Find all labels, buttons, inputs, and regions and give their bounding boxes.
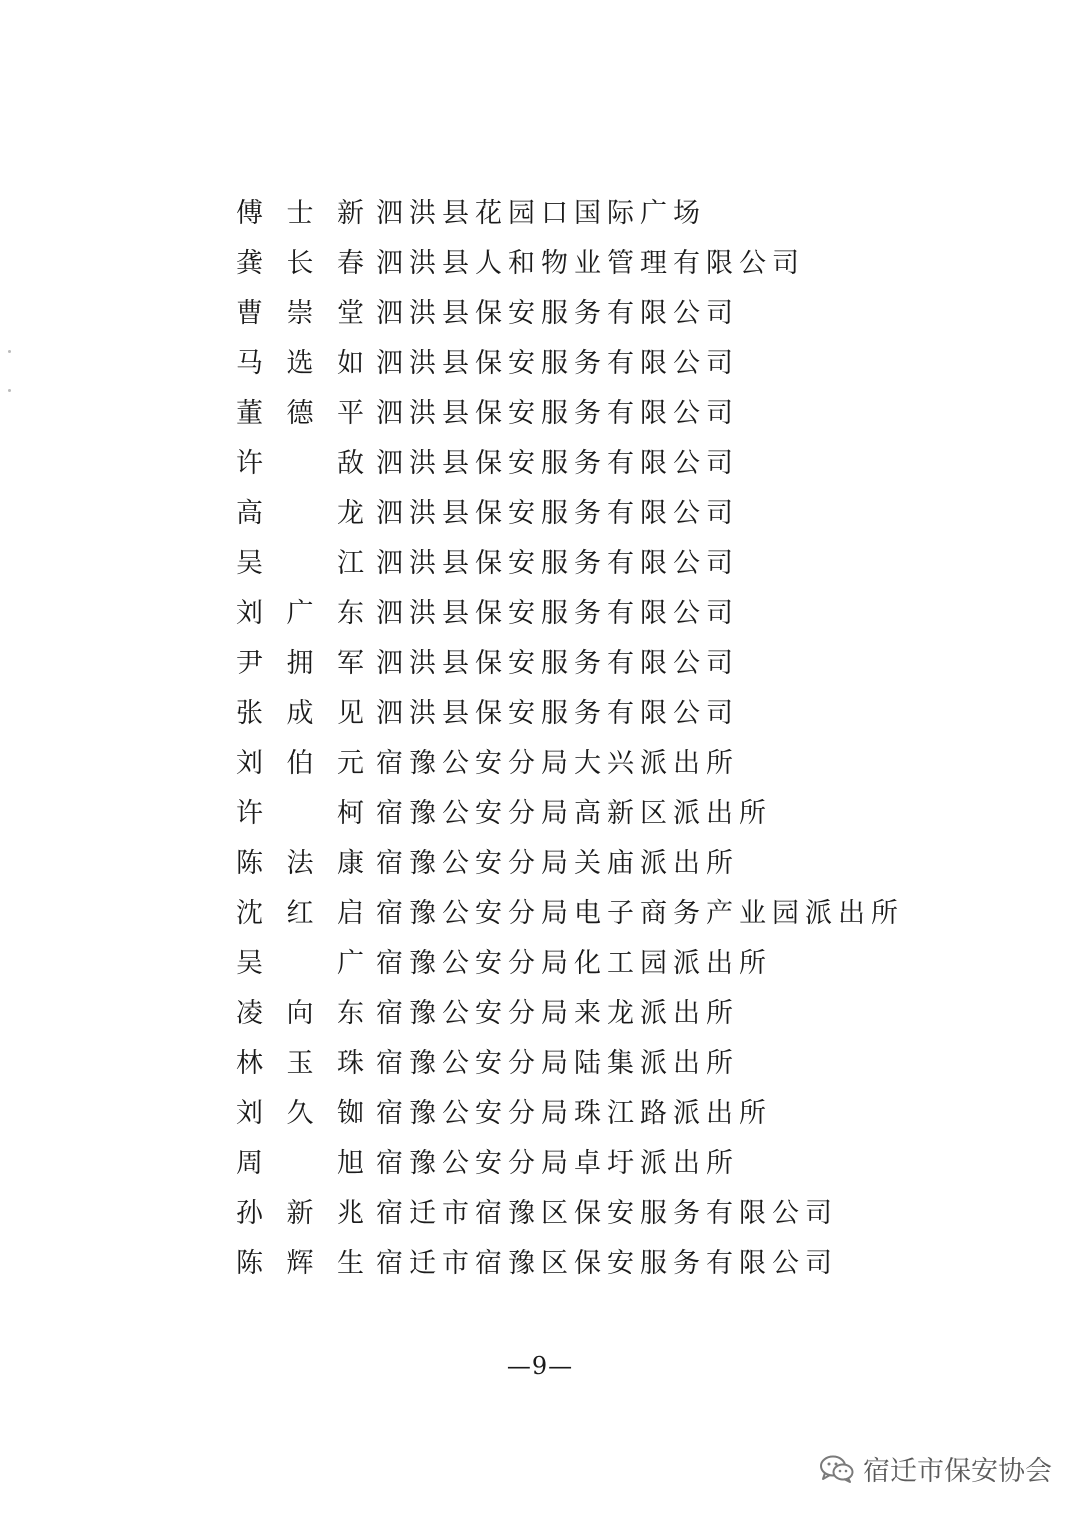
person-name: 周 旭 bbox=[236, 1147, 370, 1179]
organization-name: 宿豫公安分局关庙派出所 bbox=[376, 847, 739, 879]
organization-name: 泗洪县保安服务有限公司 bbox=[376, 347, 739, 379]
list-item bbox=[236, 635, 856, 685]
person-name: 孙新兆 bbox=[236, 1197, 370, 1229]
list-item bbox=[236, 835, 856, 885]
organization-name: 宿豫公安分局卓圩派出所 bbox=[376, 1147, 739, 1179]
organization-name: 泗洪县保安服务有限公司 bbox=[376, 647, 739, 679]
list-item bbox=[236, 285, 856, 335]
person-name: 张成见 bbox=[236, 697, 370, 729]
list-item bbox=[236, 485, 856, 535]
organization-name: 宿豫公安分局电子商务产业园派出所 bbox=[376, 897, 904, 929]
person-name: 吴 广 bbox=[236, 947, 370, 979]
wechat-icon bbox=[819, 1454, 855, 1484]
person-name: 陈法康 bbox=[236, 847, 370, 879]
person-name: 高 龙 bbox=[236, 497, 370, 529]
list-item bbox=[236, 335, 856, 385]
organization-name: 宿豫公安分局化工园派出所 bbox=[376, 947, 772, 979]
person-name: 刘伯元 bbox=[236, 747, 370, 779]
list-item bbox=[236, 1235, 856, 1285]
organization-name: 泗洪县保安服务有限公司 bbox=[376, 297, 739, 329]
organization-name: 宿豫公安分局高新区派出所 bbox=[376, 797, 772, 829]
person-name: 尹拥军 bbox=[236, 647, 370, 679]
list-item bbox=[236, 1085, 856, 1135]
person-name: 许 敌 bbox=[236, 447, 370, 479]
person-name: 沈红启 bbox=[236, 897, 370, 929]
list-item bbox=[236, 935, 856, 985]
list-item bbox=[236, 1185, 856, 1235]
organization-name: 宿迁市宿豫区保安服务有限公司 bbox=[376, 1197, 838, 1229]
organization-name: 宿豫公安分局珠江路派出所 bbox=[376, 1097, 772, 1129]
person-name: 林玉珠 bbox=[236, 1047, 370, 1079]
wechat-watermark bbox=[819, 1449, 1052, 1488]
list-item bbox=[236, 1135, 856, 1185]
person-name: 董德平 bbox=[236, 397, 370, 429]
list-item bbox=[236, 1035, 856, 1085]
organization-name: 宿豫公安分局大兴派出所 bbox=[376, 747, 739, 779]
person-name: 凌向东 bbox=[236, 997, 370, 1029]
organization-name: 泗洪县保安服务有限公司 bbox=[376, 697, 739, 729]
organization-name: 泗洪县花园口国际广场 bbox=[376, 197, 706, 229]
organization-name: 泗洪县保安服务有限公司 bbox=[376, 547, 739, 579]
list-item bbox=[236, 985, 856, 1035]
person-name: 吴 江 bbox=[236, 547, 370, 579]
person-name: 陈辉生 bbox=[236, 1247, 370, 1279]
list-item bbox=[236, 885, 904, 935]
person-name: 马选如 bbox=[236, 347, 370, 379]
organization-name: 泗洪县保安服务有限公司 bbox=[376, 447, 739, 479]
list-item bbox=[236, 735, 856, 785]
scan-dot bbox=[8, 389, 11, 392]
organization-name: 泗洪县保安服务有限公司 bbox=[376, 597, 739, 629]
person-name: 刘久铷 bbox=[236, 1097, 370, 1129]
person-name: 傅士新 bbox=[236, 197, 370, 229]
list-item bbox=[236, 535, 856, 585]
list-item bbox=[236, 435, 856, 485]
organization-name: 泗洪县人和物业管理有限公司 bbox=[376, 247, 805, 279]
person-name: 龚长春 bbox=[236, 247, 370, 279]
organization-name: 宿豫公安分局来龙派出所 bbox=[376, 997, 739, 1029]
list-item bbox=[236, 785, 856, 835]
page-number: —9— bbox=[506, 1352, 574, 1380]
list-item bbox=[236, 235, 856, 285]
name-list bbox=[236, 185, 904, 1285]
person-name: 刘广东 bbox=[236, 597, 370, 629]
person-name: 曹崇堂 bbox=[236, 297, 370, 329]
scan-dot bbox=[8, 350, 11, 353]
list-item bbox=[236, 585, 856, 635]
person-name: 许 柯 bbox=[236, 797, 370, 829]
scan-margin-marks bbox=[8, 350, 14, 440]
organization-name: 宿迁市宿豫区保安服务有限公司 bbox=[376, 1247, 838, 1279]
organization-name: 泗洪县保安服务有限公司 bbox=[376, 397, 739, 429]
organization-name: 宿豫公安分局陆集派出所 bbox=[376, 1047, 739, 1079]
organization-name: 泗洪县保安服务有限公司 bbox=[376, 497, 739, 529]
list-item bbox=[236, 385, 856, 435]
list-item bbox=[236, 185, 856, 235]
list-item bbox=[236, 685, 856, 735]
watermark-text: 宿迁市保安协会 bbox=[863, 1456, 1052, 1487]
